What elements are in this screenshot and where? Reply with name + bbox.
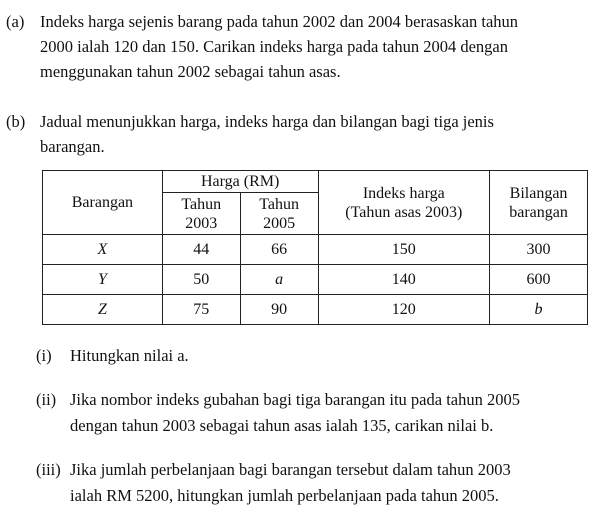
table-row [43, 235, 588, 265]
part-b-line: barangan. [40, 137, 105, 156]
header-price-group: Harga (RM) [162, 171, 318, 193]
cell-count: 600 [490, 265, 588, 295]
cell-price-2003: 44 [162, 235, 240, 265]
question-line: Jika jumlah perbelanjaan bagi barangan tersebut dalam tahun 2003 [70, 460, 511, 479]
header-year-2003 [162, 193, 240, 235]
question-text [70, 343, 189, 369]
header-year-line: Tahun [181, 195, 222, 213]
header-year-line: 2005 [263, 214, 296, 232]
cell-count: 300 [490, 235, 588, 265]
table-row [43, 265, 588, 295]
header-item: Barangan [43, 171, 163, 235]
header-count [490, 171, 588, 235]
table-row [43, 295, 588, 325]
cell-price-2005: 66 [240, 235, 318, 265]
question-line: ialah RM 5200, hitungkan jumlah perbelanjaan pada tahun 2005. [70, 486, 499, 505]
cell-item: X [43, 235, 163, 265]
cell-count: b [490, 295, 588, 325]
cell-price-2005: a [240, 265, 318, 295]
header-index-line: Indeks harga [362, 184, 445, 202]
part-b-line: Jadual menunjukkan harga, indeks harga dan bilangan bagi tiga jenis [40, 112, 494, 131]
question-number: (i) [36, 346, 52, 365]
cell-item: Z [43, 295, 163, 325]
cell-index: 120 [318, 295, 490, 325]
cell-index: 150 [318, 235, 490, 265]
part-a-line: Indeks harga sejenis barang pada tahun 2002 dan 2004 berasaskan tahun [40, 12, 519, 31]
header-count-line: barangan [509, 203, 568, 221]
part-a-line: 2000 ialah 120 dan 150. Carikan indeks harga pada tahun 2004 dengan [40, 37, 508, 56]
part-a-line: menggunakan tahun 2002 sebagai tahun asas. [40, 62, 341, 81]
header-index-line: (Tahun asas 2003) [345, 203, 463, 221]
cell-price-2005: 90 [240, 295, 318, 325]
question-number: (ii) [36, 390, 57, 409]
cell-item: Y [43, 265, 163, 295]
part-b-text [40, 109, 590, 159]
header-count-line: Bilangan [509, 184, 568, 202]
price-index-table [42, 170, 588, 325]
part-b-label: (b) [6, 112, 26, 131]
header-year-line: 2003 [185, 214, 218, 232]
part-a-text [40, 9, 596, 84]
question-line: Hitungkan nilai a. [70, 346, 189, 365]
cell-price-2003: 50 [162, 265, 240, 295]
header-year-line: Tahun [259, 195, 299, 213]
part-a-label: (a) [6, 12, 25, 31]
question-number: (iii) [36, 460, 61, 479]
question-line: Jika nombor indeks gubahan bagi tiga barangan itu pada tahun 2005 [70, 390, 520, 409]
question-line: dengan tahun 2003 sebagai tahun asas ialah 135, carikan nilai b. [70, 416, 494, 435]
cell-price-2003: 75 [162, 295, 240, 325]
header-year-2005 [240, 193, 318, 235]
header-index [318, 171, 490, 235]
cell-index: 140 [318, 265, 490, 295]
question-text [70, 387, 520, 439]
question-text [70, 457, 511, 509]
